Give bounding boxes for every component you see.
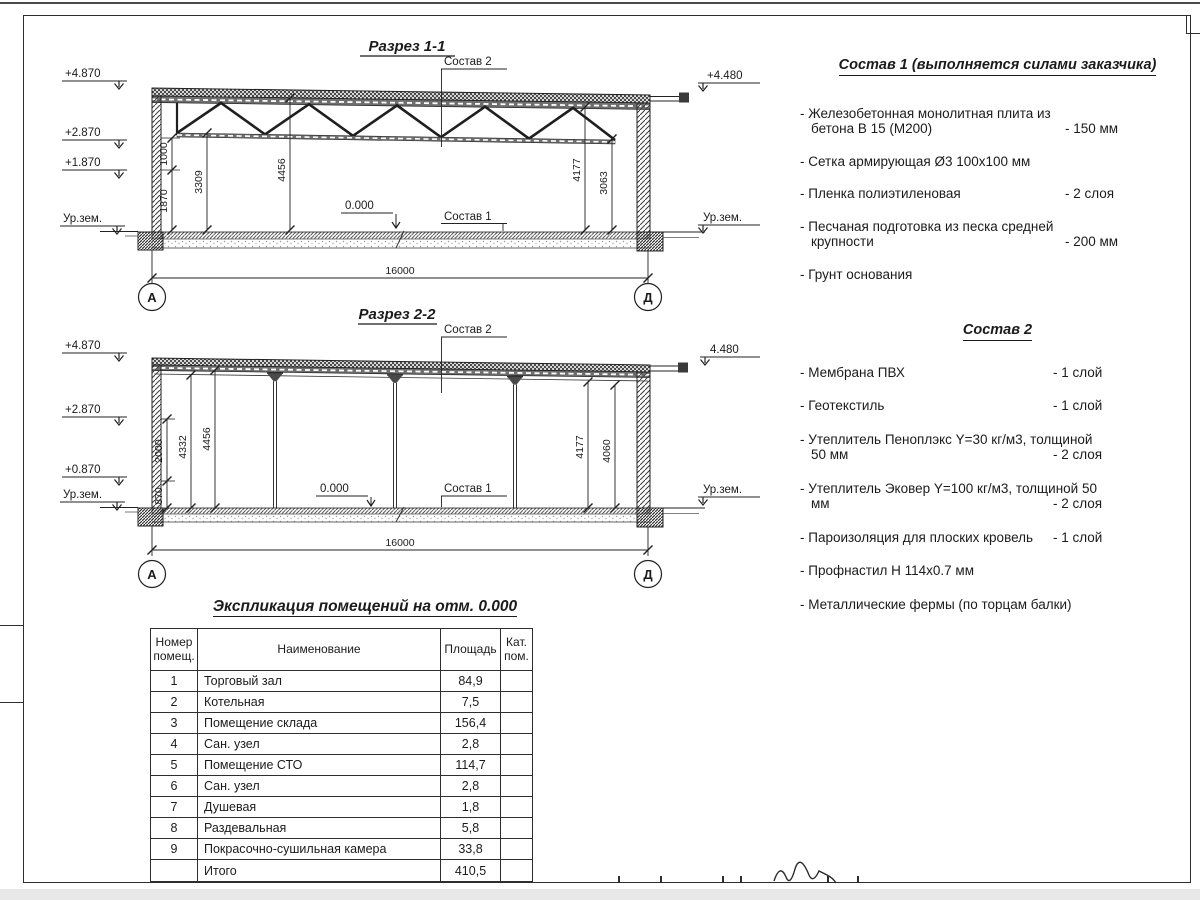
material-qty: - 200 мм (1065, 234, 1119, 249)
section-1-1-title: Разрез 1-1 (368, 38, 446, 55)
room-area: 2,8 (441, 734, 501, 755)
room-name: Сан. узел (198, 776, 441, 797)
zero-level-label: 0.000 (320, 483, 349, 495)
room-cat (501, 860, 532, 881)
list-item (800, 219, 1195, 250)
room-name: Раздевальная (198, 818, 441, 839)
dim-1870: 1870 (158, 189, 170, 213)
material-name: - Сетка армирующая Ø3 100х100 мм (800, 153, 1031, 169)
room-cat (501, 713, 532, 734)
list-item (800, 530, 1195, 546)
list-item (800, 398, 1195, 414)
list-item (800, 106, 1195, 137)
level-2870: +2.870 (65, 127, 101, 139)
composition-2-title: Состав 2 (800, 323, 1195, 339)
level-4480: 4.480 (710, 344, 739, 356)
left-wall (152, 365, 161, 508)
page-top-edge (0, 2, 1200, 4)
material-name: - Мембрана ПВХ (800, 364, 905, 380)
material-name: - Пароизоляция для плоских кровель (800, 529, 1034, 545)
right-footing (637, 232, 663, 251)
room-area: 156,4 (441, 713, 501, 734)
dim-4060: 4060 (601, 439, 613, 463)
room-cat (501, 692, 532, 713)
material-qty: - 1 слой (1053, 364, 1103, 380)
corner-format-box (1186, 16, 1200, 34)
room-area: 1,8 (441, 797, 501, 818)
table-row (151, 713, 532, 734)
material-name: - Металлические фермы (по торцам балки) (800, 596, 1072, 612)
room-number: 2 (151, 692, 198, 713)
roof-edge-block (678, 363, 688, 373)
dim-1000: 1000 (158, 142, 170, 166)
truss-bottom-chord (177, 133, 615, 144)
level-ground-right: Ур.зем. (703, 212, 743, 224)
room-area: 5,8 (441, 818, 501, 839)
list-item (800, 365, 1195, 381)
stamp-tick (740, 876, 742, 883)
callout-sostav2: Состав 2 (444, 324, 492, 336)
dim-3309: 3309 (193, 170, 205, 194)
table-row (151, 734, 532, 755)
list-item (800, 563, 1195, 579)
room-number: 3 (151, 713, 198, 734)
material-name: - Грунт основания (800, 266, 913, 282)
total-label: Итого (198, 860, 441, 881)
explication-title: Экспликация помещений на отм. 0.000 (212, 598, 518, 615)
list-item (800, 432, 1195, 463)
level-1870: +1.870 (65, 157, 101, 169)
material-name: - Профнастил Н 114х0.7 мм (800, 563, 974, 578)
table-row (151, 776, 532, 797)
dim-870: 870 (153, 487, 165, 505)
right-wall (637, 372, 650, 508)
room-cat (501, 776, 532, 797)
interior-column (507, 377, 523, 508)
stamp-tick (660, 876, 662, 883)
roof-edge-block (679, 93, 689, 103)
room-area: 7,5 (441, 692, 501, 713)
composition-2-list (800, 323, 1195, 630)
stamp-tick (722, 876, 724, 883)
level-4870: +4.870 (65, 340, 101, 352)
material-name: - Утеплитель Пеноплэкс Y=30 кг/м3, толщиной 50 мм (800, 431, 1093, 462)
room-name: Помещение СТО (198, 755, 441, 776)
section-1-1-drawing (55, 30, 760, 315)
dim-4456: 4456 (201, 427, 213, 451)
list-item (800, 481, 1195, 512)
room-cat (501, 797, 532, 818)
level-ground-left: Ур.зем. (63, 489, 103, 501)
interior-column (267, 373, 283, 508)
material-qty: - 2 слоя (1053, 496, 1103, 511)
list-item (800, 186, 1195, 202)
material-qty: - 2 слоя (1053, 447, 1103, 462)
table-header-row (151, 629, 532, 671)
room-cat (501, 671, 532, 692)
material-qty: - 2 слоя (1065, 186, 1115, 201)
stamp-tick (618, 876, 620, 883)
table-row (151, 692, 532, 713)
axis-letter-a: А (147, 567, 157, 582)
signature-scribble (770, 855, 840, 889)
axis-letter-a: А (147, 290, 157, 305)
column-header-num: Номер помещ. (151, 629, 198, 671)
dim-4456: 4456 (276, 158, 288, 182)
section-2-2-title: Разрез 2-2 (358, 306, 436, 323)
room-name: Котельная (198, 692, 441, 713)
table-row (151, 755, 532, 776)
dim-16000: 16000 (385, 537, 415, 549)
section-2-2-drawing (55, 305, 760, 600)
room-cat (501, 818, 532, 839)
list-item (800, 267, 1195, 283)
callout-sostav2: Состав 2 (444, 56, 492, 68)
room-number: 9 (151, 839, 198, 860)
room-number: 4 (151, 734, 198, 755)
total-area: 410,5 (441, 860, 501, 881)
explication-table (150, 628, 533, 882)
right-wall (637, 103, 650, 232)
level-0870: +0.870 (65, 464, 101, 476)
table-row-total (151, 860, 532, 881)
room-name: Торговый зал (198, 671, 441, 692)
material-qty: - 1 слой (1053, 398, 1103, 413)
zero-level-label: 0.000 (345, 200, 374, 212)
left-footing (138, 232, 163, 250)
room-name: Душевая (198, 797, 441, 818)
axis-letter-d: Д (643, 290, 653, 305)
level-ground-left: Ур.зем. (63, 213, 103, 225)
material-qty: - 1 слой (1053, 529, 1103, 545)
room-area: 114,7 (441, 755, 501, 776)
room-name: Сан. узел (198, 734, 441, 755)
axis-letter-d: Д (643, 567, 653, 582)
room-cat (501, 734, 532, 755)
list-item (800, 597, 1195, 613)
sand-bed (152, 239, 650, 248)
composition-1-title: Состав 1 (выполняется силами заказчика) (800, 58, 1195, 74)
table-row (151, 818, 532, 839)
table-row (151, 671, 532, 692)
table-row (151, 839, 532, 860)
material-name: - Песчаная подготовка из песка средней крупности (800, 218, 1054, 249)
room-area: 33,8 (441, 839, 501, 860)
room-area: 2,8 (441, 776, 501, 797)
room-number: 6 (151, 776, 198, 797)
room-cat (501, 839, 532, 860)
dim-4177: 4177 (571, 158, 583, 182)
level-4870: +4.870 (65, 68, 101, 80)
room-name: Помещение склада (198, 713, 441, 734)
room-name: Покрасочно-сушильная камера (198, 839, 441, 860)
column-header-name: Наименование (198, 629, 441, 671)
level-2870: +2.870 (65, 404, 101, 416)
material-name: - Утеплитель Эковер Y=100 кг/м3, толщиной 50 мм (800, 480, 1097, 511)
composition-1-list (800, 58, 1195, 299)
scan-edge-strip (0, 889, 1200, 900)
room-number: 7 (151, 797, 198, 818)
room-number: 5 (151, 755, 198, 776)
interior-column (387, 375, 403, 508)
material-name: - Геотекстиль (800, 398, 885, 413)
callout-sostav1: Состав 1 (444, 211, 492, 223)
material-name: - Железобетонная монолитная плита из бетона В 15 (М200) (800, 105, 1051, 136)
stamp-tick (857, 876, 859, 883)
left-margin-line-2 (0, 702, 23, 703)
material-qty: - 150 мм (1065, 121, 1119, 136)
left-footing (138, 508, 163, 526)
dim-4177: 4177 (574, 435, 586, 459)
list-item (800, 154, 1195, 170)
table-row (151, 797, 532, 818)
material-name: - Пленка полиэтиленовая (800, 186, 961, 201)
sand-bed (152, 514, 650, 522)
room-number (151, 860, 198, 881)
dim-3063: 3063 (598, 171, 610, 195)
level-ground-right: Ур.зем. (703, 484, 743, 496)
dim-16000: 16000 (385, 265, 415, 277)
room-number: 1 (151, 671, 198, 692)
level-4480: +4.480 (707, 70, 743, 82)
room-cat (501, 755, 532, 776)
column-header-cat: Кат. пом. (501, 629, 532, 671)
left-margin-line-1 (0, 625, 23, 626)
dim-4332: 4332 (177, 435, 189, 459)
callout-sostav1: Состав 1 (444, 483, 492, 495)
dim-2000: 2000 (153, 439, 165, 463)
column-header-area: Площадь (441, 629, 501, 671)
right-footing (637, 508, 663, 527)
room-area: 84,9 (441, 671, 501, 692)
room-number: 8 (151, 818, 198, 839)
